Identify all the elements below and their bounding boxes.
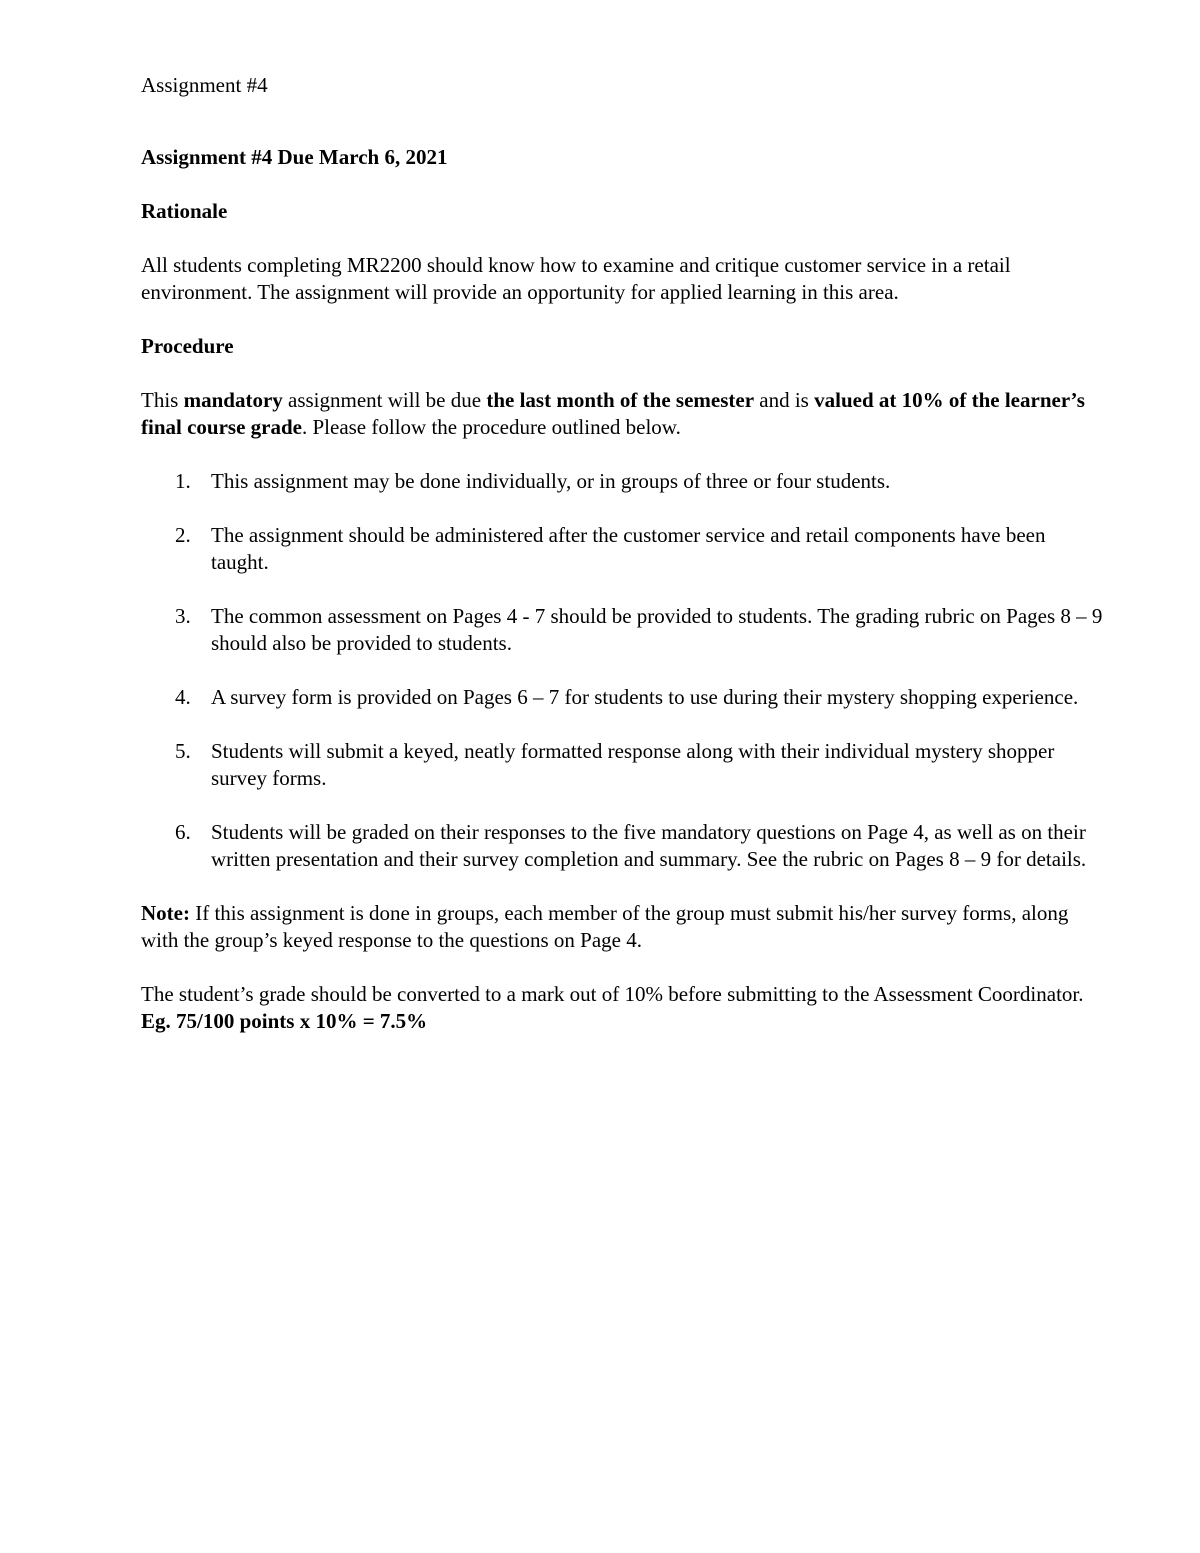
- document-page: [141, 72, 1106, 1035]
- step-text: This assignment may be done individually, or in groups of three or four students.: [211, 469, 891, 493]
- list-item: [141, 738, 1106, 792]
- conversion-paragraph: [141, 981, 1106, 1035]
- intro-bold-mandatory: mandatory: [183, 388, 283, 412]
- step-number: 3.: [175, 604, 191, 628]
- intro-text-3: and is: [754, 388, 815, 412]
- step-number: 2.: [175, 523, 191, 547]
- assignment-title: Assignment #4 Due March 6, 2021: [141, 145, 448, 169]
- step-text: The common assessment on Pages 4 - 7 should be provided to students. The grading rubric on Pages 8 – 9 should also be provided to students.: [211, 604, 1103, 655]
- step-number: 1.: [175, 469, 191, 493]
- note-paragraph: [141, 900, 1106, 954]
- list-item: [141, 468, 1106, 495]
- procedure-intro: [141, 387, 1106, 441]
- list-item: [141, 819, 1106, 873]
- intro-bold-value: valued at 10% of the learner’s final course grade: [141, 388, 1085, 439]
- step-number: 5.: [175, 739, 191, 763]
- running-header: Assignment #4: [141, 73, 268, 97]
- list-item: [141, 684, 1106, 711]
- intro-text-2: assignment will be due: [282, 388, 487, 412]
- step-number: 6.: [175, 820, 191, 844]
- step-text: A survey form is provided on Pages 6 – 7 for students to use during their mystery shopping experience.: [211, 685, 1079, 709]
- step-text: Students will be graded on their responses to the five mandatory questions on Page 4, as well as on their written presentation and their survey completion and summary. See the rubric on Pages 8 – 9 for details.: [211, 820, 1087, 871]
- intro-bold-due: the last month of the semester: [486, 388, 755, 412]
- conversion-example: Eg. 75/100 points x 10% = 7.5%: [141, 1009, 428, 1033]
- step-text: The assignment should be administered after the customer service and retail components have been taught.: [211, 523, 1046, 574]
- conversion-text: The student’s grade should be converted to a mark out of 10% before submitting to the Assessment Coordinator.: [141, 982, 1084, 1006]
- procedure-steps: [141, 468, 1106, 873]
- rationale-body: All students completing MR2200 should know how to examine and critique customer service in a retail environment. The assignment will provide an opportunity for applied learning in this area.: [141, 253, 1011, 304]
- list-item: [141, 603, 1106, 657]
- note-label: Note:: [141, 901, 190, 925]
- step-number: 4.: [175, 685, 191, 709]
- intro-text-4: . Please follow the procedure outlined below.: [301, 415, 681, 439]
- note-text: If this assignment is done in groups, each member of the group must submit his/her survey forms, along with the group’s keyed response to the questions on Page 4.: [141, 901, 1069, 952]
- rationale-heading: Rationale: [141, 199, 228, 223]
- procedure-heading: Procedure: [141, 334, 234, 358]
- list-item: [141, 522, 1106, 576]
- step-text: Students will submit a keyed, neatly formatted response along with their individual mystery shopper survey forms.: [211, 739, 1055, 790]
- intro-text-1: This: [141, 388, 184, 412]
